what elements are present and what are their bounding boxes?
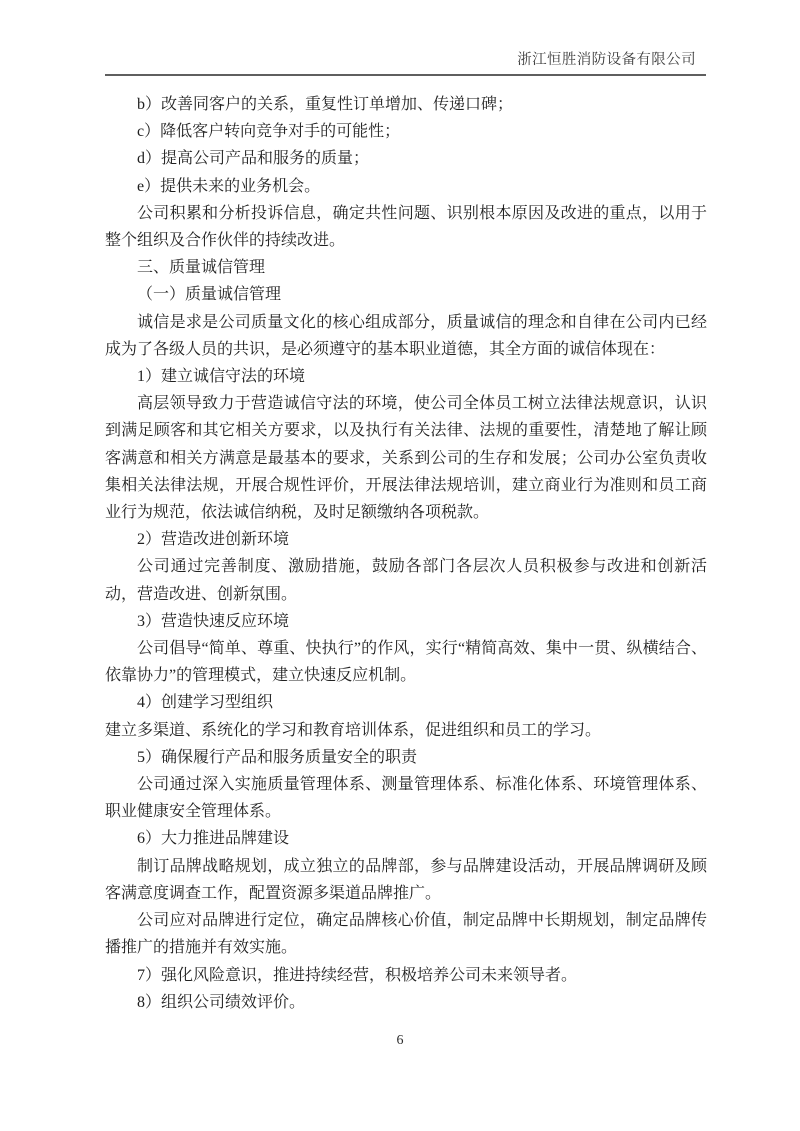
paragraph: 高层领导致力于营造诚信守法的环境，使公司全体员工树立法律法规意识，认识到满足顾客和其它相关方要求，以及执行有关法律、法规的重要性，清楚地了解让顾客满意和相关方满意是最基本的要求，关系到公司的生存和发展；公司办公室负责收集相关法律法规，开展合规性评价，开展法律法规培训，建立商业行为准则和员工商业行为规范，依法诚信纳税，及时足额缴纳各项税款。: [105, 395, 707, 522]
paragraph: 3）营造快速反应环境: [137, 612, 290, 630]
paragraph: c）降低客户转向竞争对手的可能性；: [137, 123, 401, 141]
paragraph: b）改善同客户的关系，重复性订单增加、传递口碑；: [137, 96, 514, 113]
paragraph: 6）大力推进品牌建设: [137, 830, 290, 848]
paragraph: 8）组织公司绩效评价。: [137, 993, 306, 1011]
paragraph: （一）质量诚信管理: [137, 286, 282, 304]
document-body: [105, 91, 707, 1016]
paragraph: 2）营造改进创新环境: [137, 531, 290, 549]
paragraph: 1）建立诚信守法的环境: [137, 368, 306, 386]
header-rule: [105, 74, 706, 76]
paragraph: 诚信是求是公司质量文化的核心组成部分，质量诚信的理念和自律在公司内已经成为了各级人员的共识，是必须遵守的基本职业道德，其全方面的诚信体现在：: [105, 313, 707, 358]
paragraph: 公司通过完善制度、激励措施，鼓励各部门各层次人员积极参与改进和创新活动，营造改进、创新氛围。: [105, 558, 707, 603]
paragraph: 公司通过深入实施质量管理体系、测量管理体系、标准化体系、环境管理体系、职业健康安全管理体系。: [105, 776, 707, 821]
paragraph: 公司积累和分析投诉信息，确定共性问题、识别根本原因及改进的重点，以用于整个组织及合作伙伴的持续改进。: [105, 204, 707, 250]
paragraph: 制订品牌战略规划，成立独立的品牌部，参与品牌建设活动，开展品牌调研及顾客满意度调查工作，配置资源多渠道品牌推广。: [105, 857, 707, 902]
header-company-name: 浙江恒胜消防设备有限公司: [517, 52, 696, 68]
paragraph: e）提供未来的业务机会。: [137, 177, 321, 195]
paragraph: 4）创建学习型组织: [137, 694, 274, 712]
paragraph: 建立多渠道、系统化的学习和教育培训体系，促进组织和员工的学习。: [105, 721, 602, 739]
paragraph: 公司倡导“简单、尊重、快执行”的作风，实行“精简高效、集中一贯、纵横结合、依靠协力”的管理模式，建立快速反应机制。: [105, 640, 707, 685]
paragraph: 三、质量诚信管理: [137, 259, 266, 277]
page-number: 6: [396, 1033, 404, 1048]
paragraph: 公司应对品牌进行定位，确定品牌核心价值，制定品牌中长期规划，制定品牌传播推广的措施并有效实施。: [105, 912, 707, 957]
paragraph: d）提高公司产品和服务的质量；: [137, 150, 370, 168]
page-footer: [0, 1032, 800, 1050]
paragraph: 5）确保履行产品和服务质量安全的职责: [137, 748, 418, 766]
paragraph: 7）强化风险意识，推进持续经营，积极培养公司未来领导者。: [137, 966, 578, 984]
